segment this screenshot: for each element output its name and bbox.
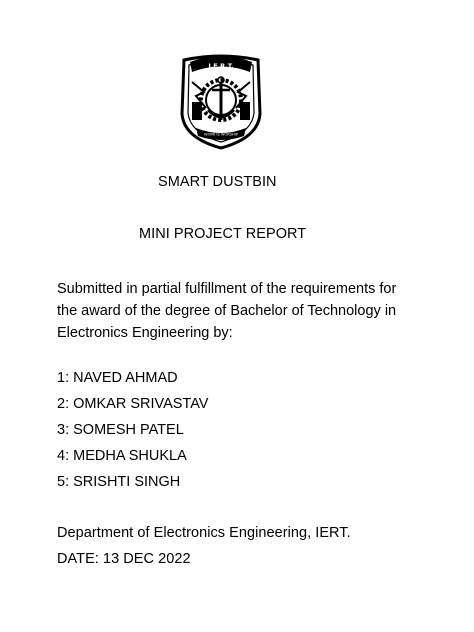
submission-line: Submitted in partial fulfillment of the requirements for (57, 281, 397, 297)
project-title: SMART DUSTBIN (158, 174, 277, 190)
submission-statement (57, 278, 457, 344)
team-member: 1: NAVED AHMAD (57, 370, 178, 386)
svg-text:WORK IS WORSHIP: WORK IS WORSHIP (204, 132, 238, 137)
team-member: 3: SOMESH PATEL (57, 422, 184, 438)
report-date: DATE: 13 DEC 2022 (57, 551, 191, 567)
team-member: 2: OMKAR SRIVASTAV (57, 396, 209, 412)
submission-line: the award of the degree of Bachelor of Technology in (57, 303, 397, 319)
department-line: Department of Electronics Engineering, IERT. (57, 525, 351, 541)
institute-emblem-logo (168, 52, 274, 152)
svg-text:I.E.R.T.: I.E.R.T. (208, 62, 234, 70)
team-member: 4: MEDHA SHUKLA (57, 448, 187, 464)
team-member-list (57, 368, 208, 498)
submission-line: Electronics Engineering by: (57, 325, 233, 341)
team-member: 5: SRISHTI SINGH (57, 474, 181, 490)
report-subtitle: MINI PROJECT REPORT (139, 226, 307, 242)
